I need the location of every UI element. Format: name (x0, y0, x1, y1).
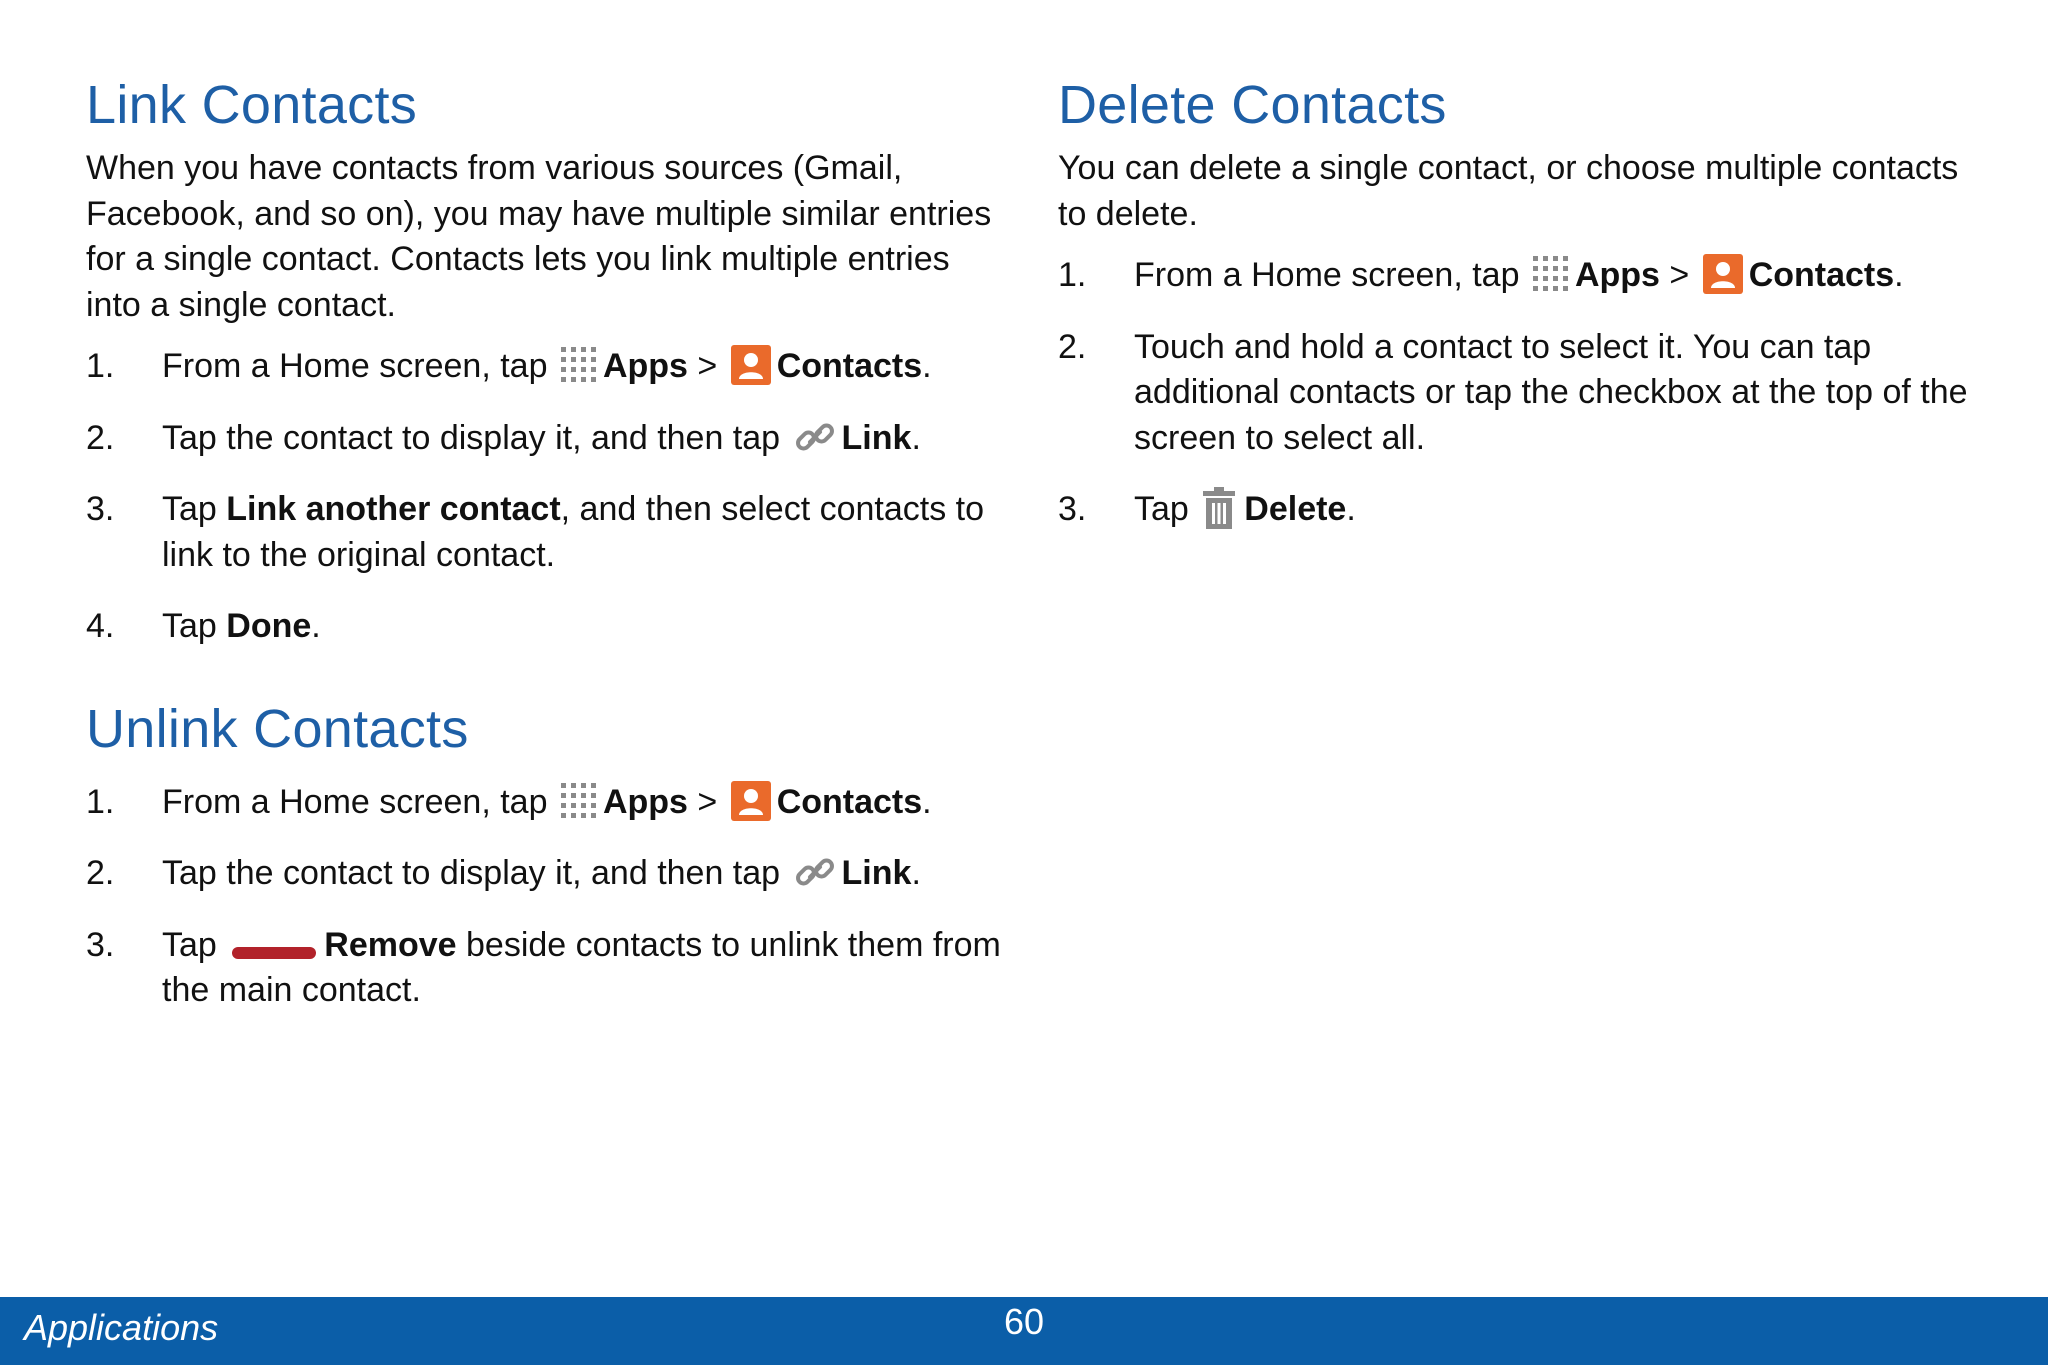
right-column (1058, 70, 1988, 559)
unlink-contacts-section (86, 694, 1006, 1014)
remove-label: Remove (324, 925, 457, 964)
step-text: From a Home screen, tap (162, 347, 548, 385)
delete-step-3 (1058, 487, 1988, 533)
link-label: Link (841, 418, 912, 457)
unlink-contacts-heading: Unlink Contacts (86, 698, 469, 759)
contacts-icon (1703, 254, 1743, 294)
trash-icon (1202, 487, 1236, 529)
step-number: 1. (86, 782, 115, 821)
step-text-continued: , and then select contacts to link to the original contact. (162, 490, 985, 574)
link-icon (794, 416, 836, 458)
delete-contacts-intro: You can delete a single contact, or choose multiple contacts to delete. (1058, 149, 1959, 233)
link-icon (794, 851, 836, 893)
apps-grid-icon (559, 345, 599, 385)
separator: > (1669, 256, 1690, 294)
step-text: From a Home screen, tap (162, 782, 548, 821)
step-text: Tap the contact to display it, and then tap (162, 418, 781, 457)
step-end: . (911, 854, 921, 892)
page-footer (0, 1297, 2048, 1365)
step-text: Tap (162, 490, 217, 528)
step-end: . (1346, 490, 1356, 528)
step-text: Touch and hold a contact to select it. You can tap additional contacts or tap the checkbox at the top of the screen to select all. (1134, 327, 1968, 457)
contacts-icon (731, 781, 771, 821)
step-number: 3. (86, 925, 115, 964)
footer-section-label: Applications (24, 1307, 219, 1348)
step-end: . (922, 347, 932, 385)
unlink-step-1 (86, 780, 1006, 826)
delete-step-2 (1058, 325, 1988, 462)
link-step-1 (86, 344, 1006, 390)
unlink-contacts-steps (86, 780, 1006, 1014)
step-end: . (311, 607, 321, 645)
link-contacts-section (86, 70, 1006, 650)
step-end: . (922, 782, 932, 821)
step-number: 3. (86, 490, 115, 528)
step-number: 4. (86, 607, 115, 645)
delete-contacts-section (1058, 70, 1988, 533)
link-label: Link (841, 854, 912, 892)
contacts-icon (731, 345, 771, 385)
step-number: 2. (86, 418, 115, 457)
step-text: From a Home screen, tap (1134, 256, 1520, 294)
page-number: 60 (1003, 1301, 1045, 1342)
step-text: Tap the contact to display it, and then tap (162, 854, 781, 892)
step-text: Tap (162, 925, 217, 964)
step-text: Tap (162, 607, 217, 645)
step-text-continued: beside contacts to unlink them from the main contact. (162, 925, 1001, 1009)
apps-grid-icon (1531, 254, 1571, 294)
separator: > (697, 347, 718, 385)
done-label: Done (226, 607, 312, 645)
step-end: . (911, 418, 921, 457)
step-number: 1. (86, 347, 115, 385)
apps-label: Apps (1574, 256, 1660, 294)
delete-contacts-heading: Delete Contacts (1058, 75, 1447, 135)
remove-icon (232, 945, 316, 961)
link-step-4 (86, 604, 1006, 650)
unlink-step-3 (86, 923, 1006, 1014)
left-column (86, 70, 1006, 1040)
delete-step-1 (1058, 253, 1988, 299)
step-number: 2. (86, 854, 115, 892)
delete-label: Delete (1244, 490, 1347, 528)
link-step-3 (86, 487, 1006, 578)
apps-grid-icon (559, 781, 599, 821)
contacts-label: Contacts (776, 347, 923, 385)
link-step-2 (86, 416, 1006, 462)
link-contacts-intro: When you have contacts from various sources (Gmail, Facebook, and so on), you may have multiple similar entries for a single contact. Contacts lets you link multiple entries into a single contact. (86, 149, 992, 324)
delete-contacts-steps (1058, 253, 1988, 533)
link-another-contact-label: Link another contact (226, 490, 561, 528)
step-end: . (1894, 256, 1904, 294)
link-contacts-steps (86, 344, 1006, 650)
link-contacts-heading: Link Contacts (86, 75, 418, 135)
step-text: Tap (1134, 490, 1189, 528)
step-number: 3. (1058, 490, 1087, 528)
step-number: 1. (1058, 256, 1087, 294)
step-number: 2. (1058, 327, 1087, 366)
unlink-step-2 (86, 851, 1006, 897)
apps-label: Apps (602, 782, 688, 821)
separator: > (697, 782, 718, 821)
contacts-label: Contacts (1748, 256, 1895, 294)
contacts-label: Contacts (776, 782, 923, 821)
apps-label: Apps (602, 347, 688, 385)
